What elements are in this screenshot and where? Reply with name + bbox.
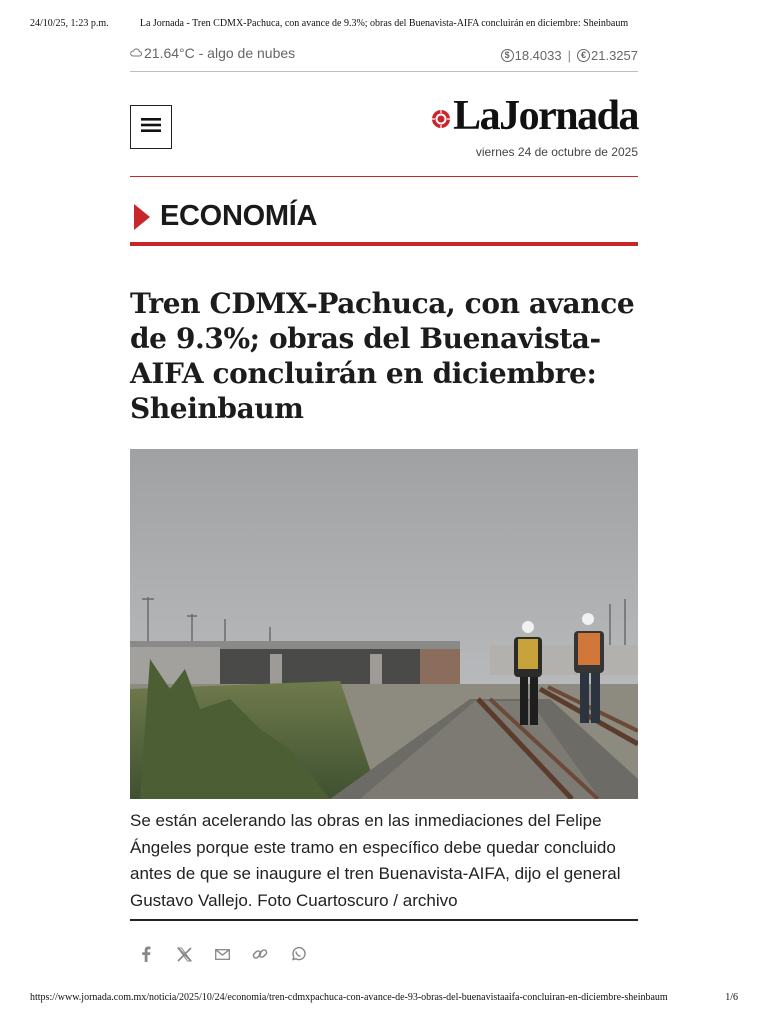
article-headline: Tren CDMX-Pachuca, con avance de 9.3%; obras del Buenavista-AIFA concluirán en diciembre: Sheinbaum bbox=[130, 287, 635, 425]
exchange-rates bbox=[501, 48, 638, 63]
x-icon[interactable] bbox=[174, 944, 194, 964]
logo-text: LaJornada bbox=[453, 93, 638, 139]
print-page-title: La Jornada - Tren CDMX-Pachuca, con avance de 9.3%; obras del Buenavista-AIFA concluirán en diciembre: Sheinbaum bbox=[139, 18, 629, 29]
weather-widget bbox=[130, 45, 295, 61]
dollar-rate: 18.4033 bbox=[514, 48, 562, 63]
print-header bbox=[30, 18, 738, 32]
dollar-icon: $ bbox=[501, 49, 514, 62]
photo-caption: Se están acelerando las obras en las inmediaciones del Felipe Ángeles porque este tramo en específico debe quedar concluido antes de que se inaugure el tren Buenavista-AIFA, dijo el general Gustavo Vallejo. Foto Cuartoscuro / archivo bbox=[130, 811, 621, 910]
section-heading[interactable] bbox=[134, 200, 317, 233]
site-logo[interactable] bbox=[431, 92, 638, 140]
top-info-bar bbox=[130, 43, 638, 72]
header-divider bbox=[130, 176, 638, 177]
euro-rate: 21.3257 bbox=[591, 48, 638, 63]
cloud-icon bbox=[130, 46, 142, 60]
hamburger-icon bbox=[141, 117, 161, 138]
logo-sun-icon bbox=[431, 109, 451, 129]
current-date: viernes 24 de octubre de 2025 bbox=[475, 145, 638, 159]
print-url: https://www.jornada.com.mx/noticia/2025/10/24/economia/tren-cdmxpachuca-con-avance-de-93-obras-del-buenavistaaifa-concluiran-en-diciembre-sheinbaum bbox=[30, 992, 668, 1003]
share-bar bbox=[136, 944, 308, 964]
rates-separator: | bbox=[567, 48, 571, 63]
facebook-icon[interactable] bbox=[136, 944, 156, 964]
article-photo bbox=[130, 449, 638, 799]
weather-text: 21.64°C - algo de nubes bbox=[144, 45, 296, 61]
section-divider bbox=[130, 242, 638, 246]
section-title: ECONOMÍA bbox=[160, 200, 318, 232]
email-icon[interactable] bbox=[212, 944, 232, 964]
whatsapp-icon[interactable] bbox=[288, 944, 308, 964]
caption-divider bbox=[130, 919, 638, 921]
print-page-number: 1/6 bbox=[725, 992, 738, 1003]
print-datetime: 24/10/25, 1:23 p.m. bbox=[30, 18, 109, 29]
link-icon[interactable] bbox=[250, 944, 270, 964]
print-footer bbox=[30, 992, 738, 1006]
section-arrow-icon bbox=[134, 204, 150, 230]
menu-button[interactable] bbox=[130, 105, 172, 149]
euro-icon: € bbox=[577, 49, 590, 62]
